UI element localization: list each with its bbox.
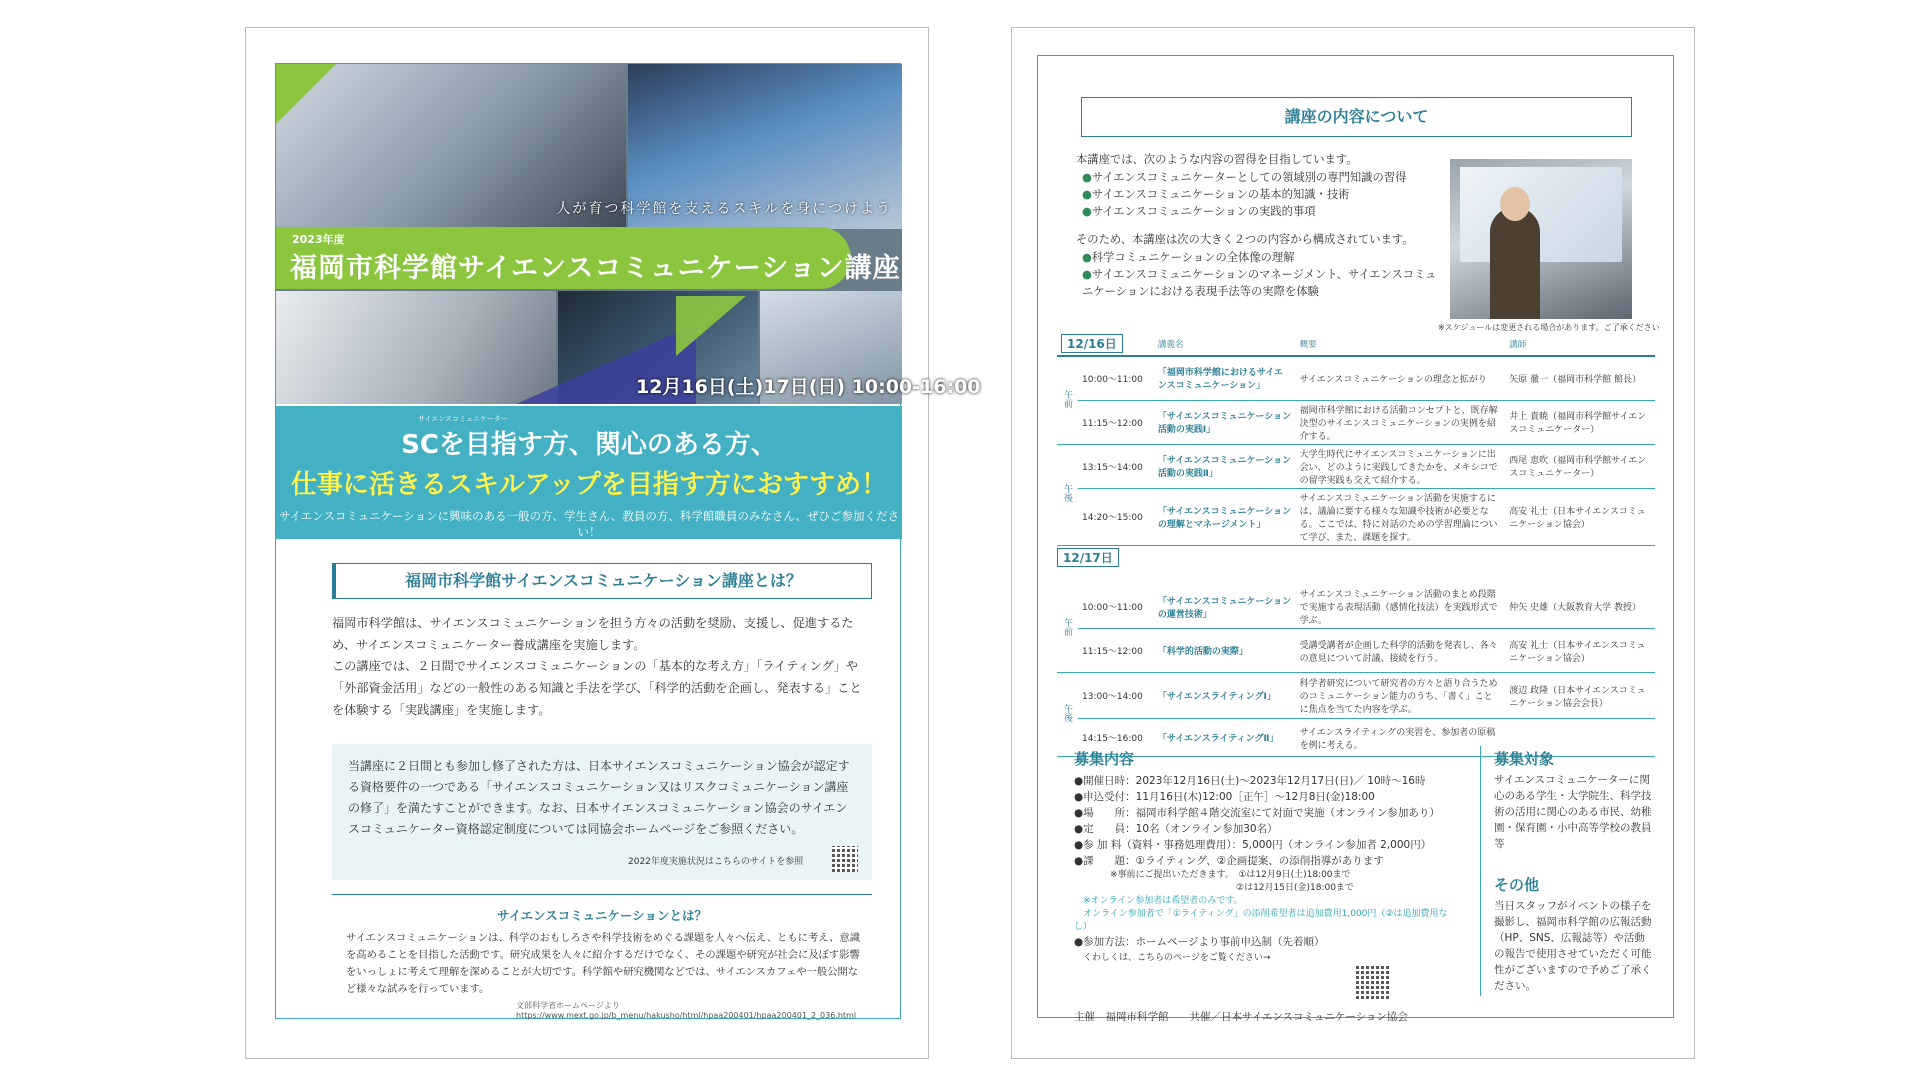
sc-heading: サイエンスコミュニケーションとは？ <box>496 908 707 923</box>
schedule-note: ※スケジュールは変更される場合があります。ご了承ください <box>1438 323 1660 332</box>
target-text: サイエンスコミュニケーターに関心のある学生・大学院生、科学技術の活用に関心のある市民、幼稚園・保育園・小中高等学校の教員等 <box>1494 774 1652 850</box>
time-cell: 13:15〜14:00 <box>1078 444 1154 488</box>
am-label: 午前 <box>1062 618 1072 636</box>
sc-description: サイエンスコミュニケーションは、科学のおもしろさや科学技術をめぐる課題を人々へ伝え、ともに考え、意識を高めることを目指した活動です。研究成果を人々に紹介するだけでなく、その課題や研究が社会に及ぼす影響をいっしょに考えて理解を深めることが大切です。科学館や研究機関などでは、サイエンスカフェや一般公開など様々な試みを行っています。 <box>346 932 861 995</box>
back-frame <box>1037 55 1674 1023</box>
content-intro: 本講座では、次のような内容の習得を目指しています。 <box>1076 153 1358 166</box>
organizer-footer: 主催 福岡市科学館 共催／日本サイエンスコミュニケーション協会 <box>1074 1011 1408 1023</box>
table-row <box>1057 585 1655 629</box>
structure-list <box>1082 249 1444 300</box>
projector-screen <box>1460 167 1622 262</box>
schedule-table <box>1057 332 1655 757</box>
summary-cell: 科学者研究について研究者の方々と語り合うためのコミュニケーション能力のうち、「書く」ことに焦点を当てた内容を学ぶ。 <box>1296 673 1506 719</box>
ruby-text: サイエンスコミュニケーター <box>418 415 508 423</box>
lecture-cell: 「サイエンスコミュニケーションの理解とマネージメント」 <box>1154 488 1296 545</box>
table-row <box>1057 488 1655 545</box>
table-row <box>1057 673 1655 719</box>
tagline: 人が育つ科学館を支えるスキルを身につけよう <box>556 201 892 217</box>
front-frame <box>275 63 981 1020</box>
detail-line: ②は12月15日(金)18:00まで <box>1074 883 1354 893</box>
detail-line: ●定 員：10名（オンライン参加30名） <box>1074 823 1278 835</box>
col-lecturer: 講師 <box>1505 332 1655 356</box>
divider <box>332 894 872 895</box>
table-row <box>1057 719 1655 757</box>
certification-text: 当講座に２日間とも参加し修了された方は、日本サイエンスコミュニケーション協会が認定する資格要件の一つである「サイエンスコミュニケーション又はリスクコミュニケーション講座の修了」を満たすことができます。なお、日本サイエンスコミュニケーション協会のサイエンスコミュニケーター資格認定制度については同協会ホームページをご参照ください。 <box>348 759 850 836</box>
recommend-banner <box>276 406 902 539</box>
schedule-header-row <box>1057 332 1655 356</box>
hero-photo-collage <box>276 64 981 404</box>
lecture-cell: 「サイエンスコミュニケーション活動の実践Ⅱ」 <box>1154 444 1296 488</box>
col-lecture: 講義名 <box>1154 332 1296 356</box>
banner-line3: サイエンスコミュニケーションに興味のある一般の方、学生さん、教員の方、科学館職員のみなさん、ぜひご参加ください！ <box>278 509 900 539</box>
am-label: 午前 <box>1062 389 1072 408</box>
photo-lecturer <box>1450 159 1632 319</box>
qr-code-icon[interactable] <box>1356 965 1390 999</box>
time-cell: 13:00〜14:00 <box>1078 673 1154 719</box>
detail-line: ※オンライン参加者は希望者のみです。 <box>1074 896 1243 906</box>
lecture-cell: 「福岡市科学館におけるサイエンスコミュニケーション」 <box>1154 356 1296 400</box>
goals-list <box>1082 169 1452 220</box>
day-tag-2: 12/17日 <box>1057 548 1119 567</box>
time-cell: 14:15〜16:00 <box>1078 719 1154 757</box>
lecture-cell: 「科学的活動の実際」 <box>1154 629 1296 673</box>
content-heading: 講座の内容について <box>1081 97 1632 137</box>
time-cell: 11:15〜12:00 <box>1078 629 1154 673</box>
summary-cell: 大学生時代にサイエンスコミュニケーションに出会い、どのように実践してきたかを、メキシコでの留学実践も交えて紹介する。 <box>1296 444 1506 488</box>
target-heading: 募集対象 <box>1494 750 1555 768</box>
summary-cell: サイエンスコミュニケーション活動を実施するには、議論に要する様々な知識や技術が必要となる。ここでは、特に対話のための学習理論について学び、また、課題を探す。 <box>1296 488 1506 545</box>
structure-item: ●科学コミュニケーションの全体像の理解 <box>1082 251 1295 264</box>
lecture-cell: 「サイエンスコミュニケーション活動の実践Ⅰ」 <box>1154 400 1296 444</box>
lecturer-cell: 渡辺 政隆（日本サイエンスコミュニケーション協会会長） <box>1505 673 1655 719</box>
about-heading: 福岡市科学館サイエンスコミュニケーション講座とは？ <box>332 563 872 599</box>
qr-code-icon[interactable] <box>832 846 858 872</box>
recruitment-details <box>1074 773 1454 966</box>
lecture-cell: 「サイエンスライティングⅡ」 <box>1154 719 1296 757</box>
other-heading: その他 <box>1494 876 1540 894</box>
detail-line: くわしくは、こちらのページをご覧ください→ <box>1074 953 1271 963</box>
lecturer-figure <box>1490 207 1540 319</box>
pm-label: 午後 <box>1062 484 1072 502</box>
banner-line1: SCを目指す方、関心のある方、 <box>401 430 777 460</box>
detail-line: ●参 加 料（資料・事務処理費用）：5,000円（オンライン参加者 2,000円） <box>1074 839 1432 851</box>
flyer-page-back <box>1011 27 1695 1059</box>
lecture-cell: 「サイエンスライティングⅠ」 <box>1154 673 1296 719</box>
detail-line: ●課 題：①ライティング、②企画提案、の添削指導があります <box>1074 855 1384 867</box>
summary-cell: 福岡市科学館における活動コンセプトと、既存解決型のサイエンスコミュニケーションの実例を紹介する。 <box>1296 400 1506 444</box>
detail-line: ●申込受付：11月16日(木)12:00［正午］〜12月8日(金)18:00 <box>1074 791 1375 803</box>
other-text: 当日スタッフがイベントの様子を撮影し、福岡市科学館の広報活動（HP、SNS、広報誌等）や活動の報告で使用させていただく可能性がございますので予めご了承ください。 <box>1494 900 1652 992</box>
table-row <box>1057 400 1655 444</box>
lecture-cell: 「サイエンスコミュニケーションの運営技術」 <box>1154 585 1296 629</box>
lecturer-cell: 矢原 徹一（福岡市科学館 館長） <box>1505 356 1655 400</box>
about-paragraph-2: この講座では、２日間でサイエンスコミュニケーションの「基本的な考え方」「ライティング」や「外部資金活用」などの一般性のある知識と手法を学び、「科学的活動を企画し、発表する」ことを体験する「実践講座」を実施します。 <box>332 659 862 717</box>
time-cell: 11:15〜12:00 <box>1078 400 1154 444</box>
recruitment-heading: 募集内容 <box>1074 750 1135 768</box>
page-title: 福岡市科学館サイエンスコミュニケーション講座 <box>290 253 901 284</box>
banner-line2: 仕事に活きるスキルアップを目指す方におすすめ！ <box>290 470 888 500</box>
lecturer-cell: 井上 貴暁（福岡市科学館サイエンスコミュニケーター） <box>1505 400 1655 444</box>
about-paragraph-1: 福岡市科学館は、サイエンスコミュニケーションを担う方々の活動を奨励、支援し、促進するため、サイエンスコミュニケーター養成講座を実施します。 <box>332 616 854 652</box>
summary-cell: サイエンスコミュニケーションの理念と拡がり <box>1296 356 1506 400</box>
lecturer-cell: 仲矢 史雄（大阪教育大学 教授） <box>1505 585 1655 629</box>
column-divider <box>1480 746 1481 996</box>
structure-intro: そのため、本講座は次の大きく２つの内容から構成されています。 <box>1076 233 1414 246</box>
detail-line: ●参加方法：ホームページより事前申込制（先着順） <box>1074 936 1325 948</box>
goal-item: ●サイエンスコミュニケーターとしての領域別の専門知識の習得 <box>1082 171 1407 184</box>
lecturer-cell: 高安 礼士（日本サイエンスコミュニケーション協会） <box>1505 488 1655 545</box>
table-row <box>1057 545 1655 585</box>
detail-line: ※事前にご提出いただきます。 ①は12月9日(土)18:00まで <box>1074 870 1351 880</box>
col-summary: 概要 <box>1296 332 1506 356</box>
goal-item: ●サイエンスコミュニケーションの実践的事項 <box>1082 205 1316 218</box>
detail-line: ●場 所：福岡市科学館４階交流室にて対面で実施（オンライン参加あり） <box>1074 807 1440 819</box>
table-row <box>1057 444 1655 488</box>
day-tag-1: 12/16日 <box>1061 334 1123 353</box>
lecturer-cell: 西尾 恵吹（福岡市科学館サイエンスコミュニケーター） <box>1505 444 1655 488</box>
flyer-page-front <box>245 27 981 1059</box>
time-cell: 10:00〜11:00 <box>1078 585 1154 629</box>
detail-line: ●開催日時：2023年12月16日(土)〜2023年12月17日(日)／ 10時〜16時 <box>1074 775 1426 787</box>
photo-students-raising-hands <box>276 291 556 404</box>
deco-triangle-lime <box>676 296 746 356</box>
source-note: 文部科学省ホームページより https://www.mext.go.jp/b_menu/hakusho/html/hpaa200401/hpaa200401_2_036.html <box>516 1001 857 1020</box>
time-cell: 14:20〜15:00 <box>1078 488 1154 545</box>
summary-cell: サイエンスライティングの実習を、参加者の原稿を例に考える。 <box>1296 719 1506 757</box>
table-row <box>1057 629 1655 673</box>
structure-item: ●サイエンスコミュニケーションのマネージメント、サイエンスコミュニケーションにおける表現手法等の実際を体験 <box>1082 268 1437 298</box>
pm-label: 午後 <box>1062 704 1072 722</box>
certification-box <box>332 744 872 880</box>
detail-line: オンライン参加者で「①ライティング」の添削希望者は追加費用1,000円（②は追加費用なし） <box>1074 909 1448 932</box>
lecturer-cell: 高安 礼士（日本サイエンスコミュニケーション協会） <box>1505 629 1655 673</box>
time-cell: 10:00〜11:00 <box>1078 356 1154 400</box>
event-dates: 12月16日(土)17日(日) 10:00-16:00 <box>636 376 981 398</box>
lecturer-head <box>1500 187 1530 221</box>
table-row <box>1057 356 1655 400</box>
summary-cell: サイエンスコミュニケーション活動のまとめ段階で実施する表現活動（感情化技法）を実践形式で学ぶ。 <box>1296 585 1506 629</box>
deco-triangle-green <box>276 64 336 124</box>
report-link-note: 2022年度実施状況はこちらのサイトを参照 <box>628 857 804 867</box>
year-label: 2023年度 <box>292 233 345 246</box>
summary-cell: 受講受講者が企画した科学的活動を発表し、各々の意見について討議、接続を行う。 <box>1296 629 1506 673</box>
goal-item: ●サイエンスコミュニケーションの基本的知識・技術 <box>1082 188 1350 201</box>
title-band <box>276 227 901 289</box>
